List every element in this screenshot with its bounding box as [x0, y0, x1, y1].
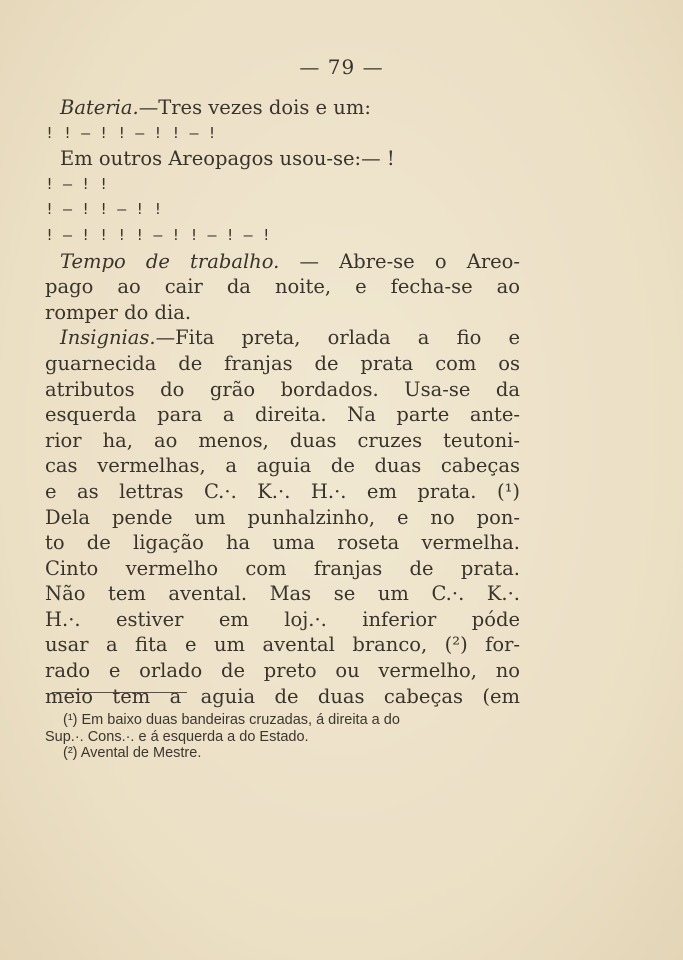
footnote-divider [52, 692, 187, 693]
insignias-line-12: H.·. estiver em loj.·. inferior póde [45, 607, 520, 631]
insignias-label: Insignias. [60, 326, 156, 350]
insignias-line-4: esquerda para a direita. Na parte ante- [45, 403, 520, 427]
page-number: — 79 — [299, 55, 384, 79]
insignias-line-3: atributos do grão bordados. Usa-se da [45, 377, 520, 401]
insignias-line-15: meio tem a aguia de duas cabeças (em [45, 684, 520, 708]
insignias-text-1: —Fita preta, orlada a fio e [155, 326, 520, 350]
marks-line-3: ! — ! ! — ! ! [45, 200, 163, 219]
bateria-line [45, 95, 520, 121]
insignias-line-6: cas vermelhas, a aguia de duas cabeças [45, 454, 520, 478]
footnotes [45, 712, 525, 762]
insignias-line-13: usar a fita e um avental branco, (²) for- [45, 633, 520, 657]
insignias-line-14: rado e orlado de preto ou vermelho, no [45, 659, 520, 683]
bateria-label: Bateria. [60, 96, 139, 119]
tempo-label: Tempo de trabalho. [60, 249, 280, 273]
tempo-line-1 [45, 249, 520, 275]
insignias-line-9: to de ligação ha uma roseta vermelha. [45, 531, 520, 555]
outros-line: Em outros Areopagos usou-se:— ! [60, 147, 395, 171]
footnote-1-line-1: (¹) Em baixo duas bandeiras cruzadas, á direita a do [63, 712, 400, 728]
marks-line-4: ! — ! ! ! ! — ! ! — ! — ! [45, 225, 271, 244]
insignias-line-10: Cinto vermelho com franjas de prata. [45, 556, 520, 580]
tempo-text-1: — Abre-se o Areo- [299, 249, 520, 273]
bateria-text: —Tres vezes dois e um: [138, 96, 371, 119]
tempo-line-3: romper do dia. [45, 300, 192, 324]
insignias-line-1 [45, 325, 520, 351]
insignias-line-7: e as lettras C.·. K.·. H.·. em prata. (¹) [45, 479, 520, 503]
bateria-marks: ! ! — ! ! — ! ! — ! [45, 123, 217, 142]
insignias-line-11: Não tem avental. Mas se um C.·. K.·. [45, 582, 520, 606]
insignias-line-2: guarnecida de franjas de prata com os [45, 351, 520, 375]
insignias-line-8: Dela pende um punhalzinho, e no pon- [45, 505, 520, 529]
tempo-line-2: pago ao cair da noite, e fecha-se ao [45, 275, 520, 299]
insignias-line-5: rior ha, ao menos, duas cruzes teutoni- [45, 428, 520, 452]
footnote-1-line-2: Sup.·. Cons.·. e á esquerda a do Estado. [45, 728, 309, 745]
body-text [45, 95, 520, 709]
marks-line-2: ! — ! ! [45, 174, 109, 193]
footnote-2: (²) Avental de Mestre. [63, 745, 202, 761]
